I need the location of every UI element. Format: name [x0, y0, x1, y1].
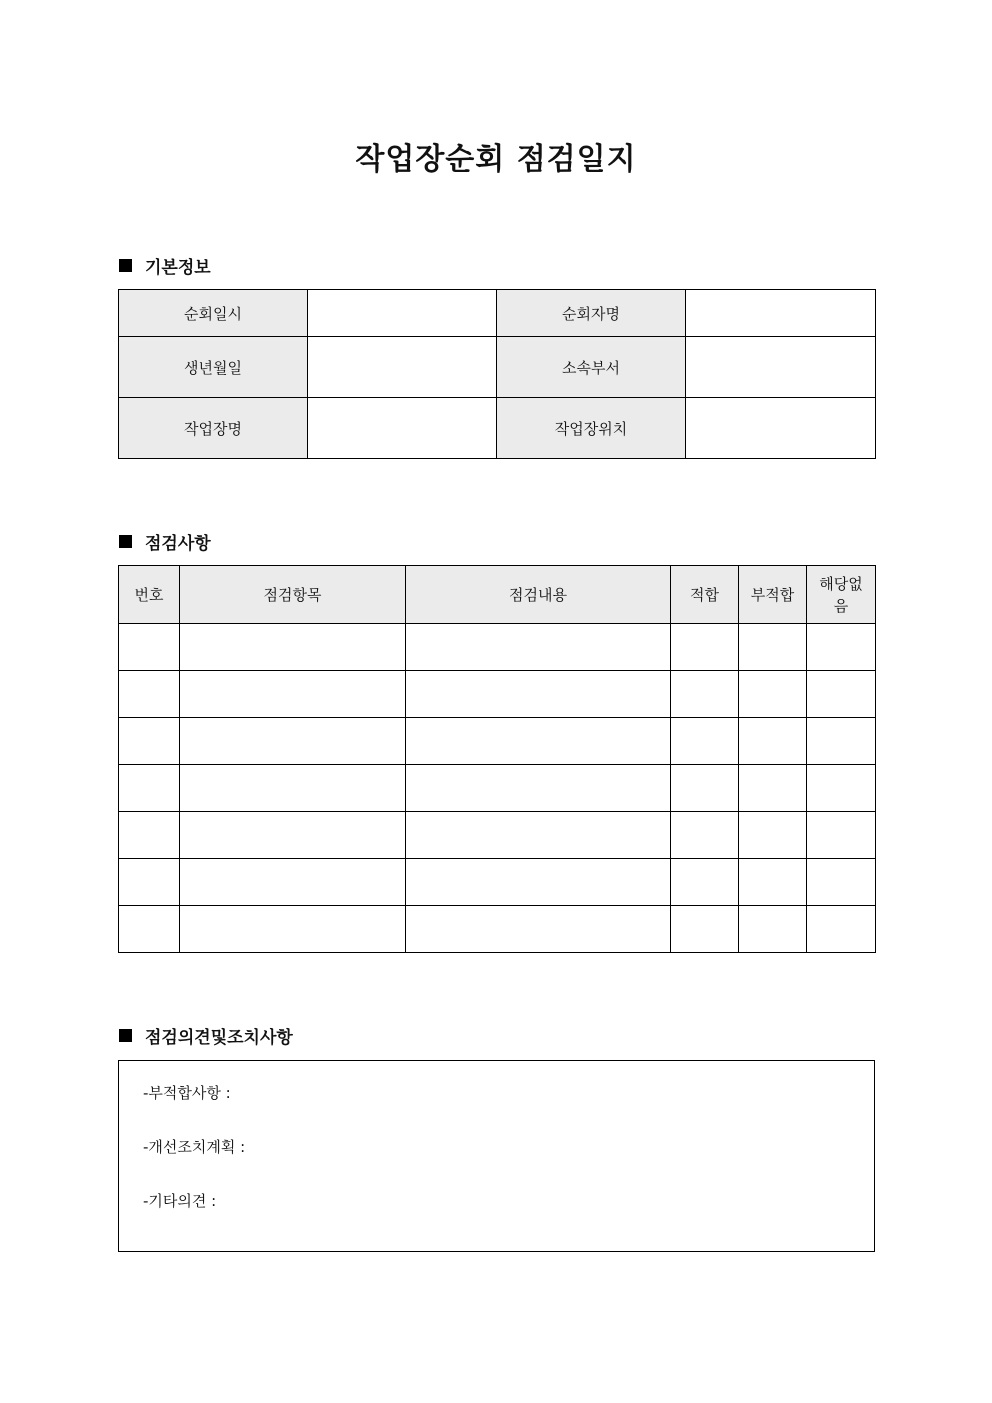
na-cell[interactable]	[807, 718, 876, 765]
item-cell[interactable]	[180, 859, 406, 906]
column-header-fail: 부적합	[739, 566, 807, 624]
label-department: 소속부서	[497, 337, 686, 398]
fail-cell[interactable]	[739, 906, 807, 953]
number-cell[interactable]	[119, 765, 180, 812]
item-cell[interactable]	[180, 765, 406, 812]
opinion-heading-label: 점검의견및조치사항	[145, 1027, 293, 1048]
label-patrol-person: 순회자명	[497, 290, 686, 337]
column-header-na: 해당없음	[807, 566, 876, 624]
basic-info-table	[118, 289, 876, 459]
pass-cell[interactable]	[671, 624, 739, 671]
table-row	[119, 337, 876, 398]
department-field[interactable]	[686, 337, 876, 398]
workplace-name-field[interactable]	[308, 398, 497, 459]
number-cell[interactable]	[119, 906, 180, 953]
na-cell[interactable]	[807, 859, 876, 906]
na-cell[interactable]	[807, 765, 876, 812]
item-cell[interactable]	[180, 624, 406, 671]
pass-cell[interactable]	[671, 765, 739, 812]
label-workplace-location: 작업장위치	[497, 398, 686, 459]
workplace-location-field[interactable]	[686, 398, 876, 459]
item-cell[interactable]	[180, 812, 406, 859]
label-birth-date: 생년월일	[119, 337, 308, 398]
square-bullet-icon	[119, 535, 132, 548]
table-row	[119, 906, 876, 953]
content-cell[interactable]	[406, 859, 671, 906]
table-row	[119, 290, 876, 337]
table-row	[119, 398, 876, 459]
pass-cell[interactable]	[671, 671, 739, 718]
content-cell[interactable]	[406, 906, 671, 953]
inspection-heading-label: 점검사항	[145, 533, 211, 554]
number-cell[interactable]	[119, 624, 180, 671]
inspection-heading	[119, 529, 211, 553]
inspection-table	[118, 565, 876, 953]
table-row	[119, 765, 876, 812]
table-row	[119, 812, 876, 859]
table-row	[119, 718, 876, 765]
content-cell[interactable]	[406, 812, 671, 859]
improvement-plan-line: -개선조치계획 :	[143, 1138, 246, 1156]
fail-cell[interactable]	[739, 718, 807, 765]
birth-date-field[interactable]	[308, 337, 497, 398]
na-cell[interactable]	[807, 624, 876, 671]
label-patrol-datetime: 순회일시	[119, 290, 308, 337]
item-cell[interactable]	[180, 671, 406, 718]
square-bullet-icon	[119, 259, 132, 272]
fail-cell[interactable]	[739, 671, 807, 718]
basic-info-heading	[119, 253, 211, 277]
content-cell[interactable]	[406, 624, 671, 671]
pass-cell[interactable]	[671, 906, 739, 953]
na-cell[interactable]	[807, 906, 876, 953]
basic-info-heading-label: 기본정보	[145, 257, 211, 278]
fail-cell[interactable]	[739, 765, 807, 812]
column-header-content: 점검내용	[406, 566, 671, 624]
label-workplace-name: 작업장명	[119, 398, 308, 459]
other-opinion-line: -기타의견 :	[143, 1192, 217, 1210]
fail-cell[interactable]	[739, 812, 807, 859]
table-row	[119, 671, 876, 718]
square-bullet-icon	[119, 1029, 132, 1042]
number-cell[interactable]	[119, 812, 180, 859]
content-cell[interactable]	[406, 671, 671, 718]
content-cell[interactable]	[406, 718, 671, 765]
column-header-item: 점검항목	[180, 566, 406, 624]
pass-cell[interactable]	[671, 859, 739, 906]
na-cell[interactable]	[807, 671, 876, 718]
number-cell[interactable]	[119, 859, 180, 906]
content-cell[interactable]	[406, 765, 671, 812]
column-header-number: 번호	[119, 566, 180, 624]
fail-cell[interactable]	[739, 859, 807, 906]
pass-cell[interactable]	[671, 718, 739, 765]
number-cell[interactable]	[119, 718, 180, 765]
opinion-heading	[119, 1023, 293, 1047]
page-title: 작업장순회 점검일지	[355, 142, 637, 177]
nonconformity-line: -부적합사항 :	[143, 1084, 231, 1102]
table-header-row	[119, 566, 876, 624]
na-cell[interactable]	[807, 812, 876, 859]
column-header-pass: 적합	[671, 566, 739, 624]
patrol-datetime-field[interactable]	[308, 290, 497, 337]
number-cell[interactable]	[119, 671, 180, 718]
table-row	[119, 859, 876, 906]
patrol-person-field[interactable]	[686, 290, 876, 337]
table-row	[119, 624, 876, 671]
item-cell[interactable]	[180, 906, 406, 953]
pass-cell[interactable]	[671, 812, 739, 859]
opinion-box[interactable]	[118, 1060, 875, 1252]
item-cell[interactable]	[180, 718, 406, 765]
fail-cell[interactable]	[739, 624, 807, 671]
